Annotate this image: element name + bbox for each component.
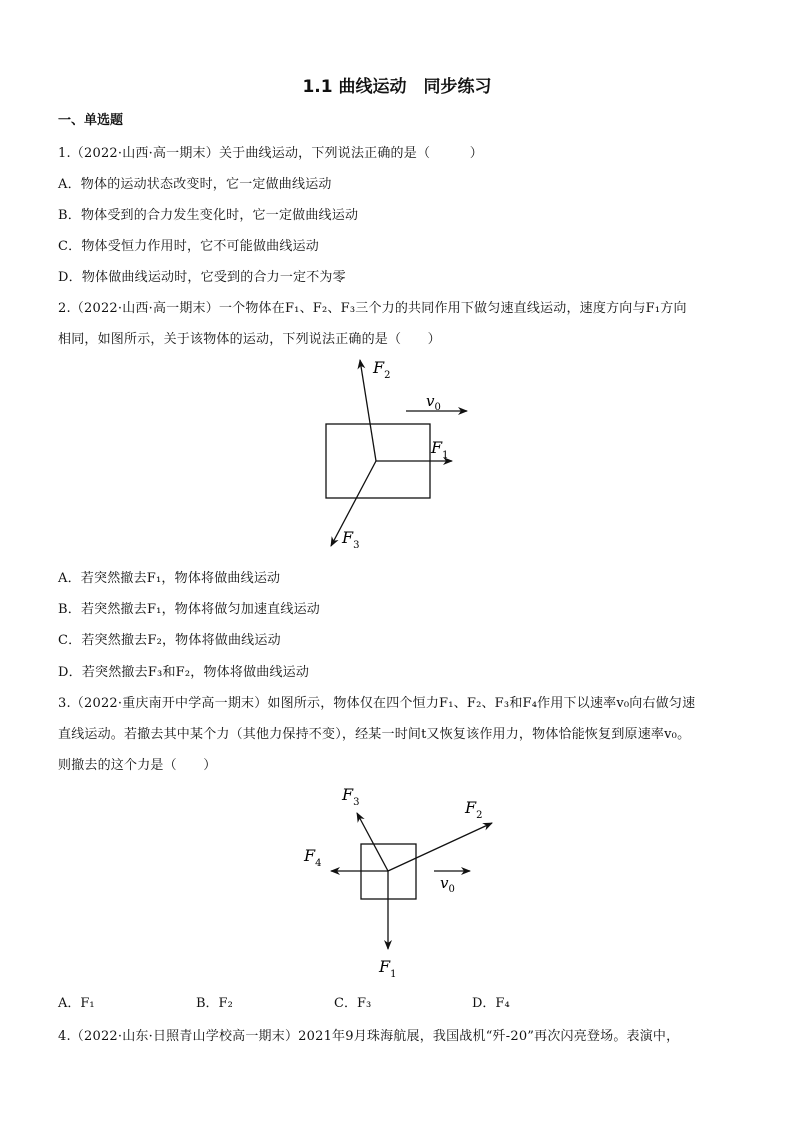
q3-stem-line3: 则撤去的这个力是（ ） — [58, 758, 217, 773]
q3-f2-arrow — [388, 823, 492, 871]
section-heading: 一、单选题 — [58, 113, 124, 128]
q3-f4-label: $F_4$ — [304, 846, 322, 869]
q2-f2-label: $F_2$ — [373, 358, 391, 381]
q3-option-b: B．F₂ — [196, 996, 233, 1011]
q3-f3-label: $F_3$ — [342, 785, 360, 808]
q2-v0-label: $v_0$ — [426, 392, 441, 413]
q3-v0-label: $v_0$ — [440, 874, 455, 895]
q3-f2-label: $F_2$ — [465, 798, 483, 821]
q2-f1-label: $F_1$ — [431, 438, 449, 461]
q2-option-b: B．若突然撤去F₁，物体将做匀加速直线运动 — [58, 602, 320, 617]
q3-stem-line1: 3.（2022·重庆南开中学高一期末）如图所示，物体仅在四个恒力F₁、F₂、F₃和F₄作用下以速率v₀向右做匀速 — [58, 696, 696, 711]
q3-option-c: C．F₃ — [334, 996, 372, 1011]
q1-option-a: A．物体的运动状态改变时，它一定做曲线运动 — [58, 177, 332, 192]
q4-stem-line1: 4.（2022·山东·日照青山学校高一期末）2021年9月珠海航展，我国战机“歼-20”再次闪亮登场。表演中， — [58, 1029, 680, 1044]
page-title: 1.1 曲线运动 同步练习 — [302, 77, 492, 97]
q3-option-d: D．F₄ — [472, 996, 510, 1011]
q1-stem: 1.（2022·山西·高一期末）关于曲线运动，下列说法正确的是（ ） — [58, 146, 483, 161]
q2-option-c: C．若突然撤去F₂，物体将做曲线运动 — [58, 633, 281, 648]
q3-stem-line2: 直线运动。若撤去其中某个力（其他力保持不变），经某一时间t又恢复该作用力，物体恰能恢复到原速率v₀。 — [58, 727, 691, 742]
q1-option-d: D．物体做曲线运动时，它受到的合力一定不为零 — [58, 270, 346, 285]
q2-option-d: D．若突然撤去F₃和F₂，物体将做曲线运动 — [58, 665, 310, 680]
q2-f3-arrow — [331, 461, 376, 546]
q3-f1-label: $F_1$ — [379, 957, 397, 980]
q2-f3-label: $F_3$ — [342, 528, 360, 551]
q3-option-a: A．F₁ — [58, 996, 95, 1011]
q3-options — [58, 992, 610, 1011]
q2-stem-line1: 2.（2022·山西·高一期末）一个物体在F₁、F₂、F₃三个力的共同作用下做匀速直线运动，速度方向与F₁方向 — [58, 301, 687, 316]
q2-option-a: A．若突然撤去F₁，物体将做曲线运动 — [58, 571, 281, 586]
q1-option-b: B．物体受到的合力发生变化时，它一定做曲线运动 — [58, 208, 359, 223]
q1-option-c: C．物体受恒力作用时，它不可能做曲线运动 — [58, 239, 319, 254]
q2-stem-line2: 相同，如图所示，关于该物体的运动，下列说法正确的是（ ） — [58, 332, 441, 347]
